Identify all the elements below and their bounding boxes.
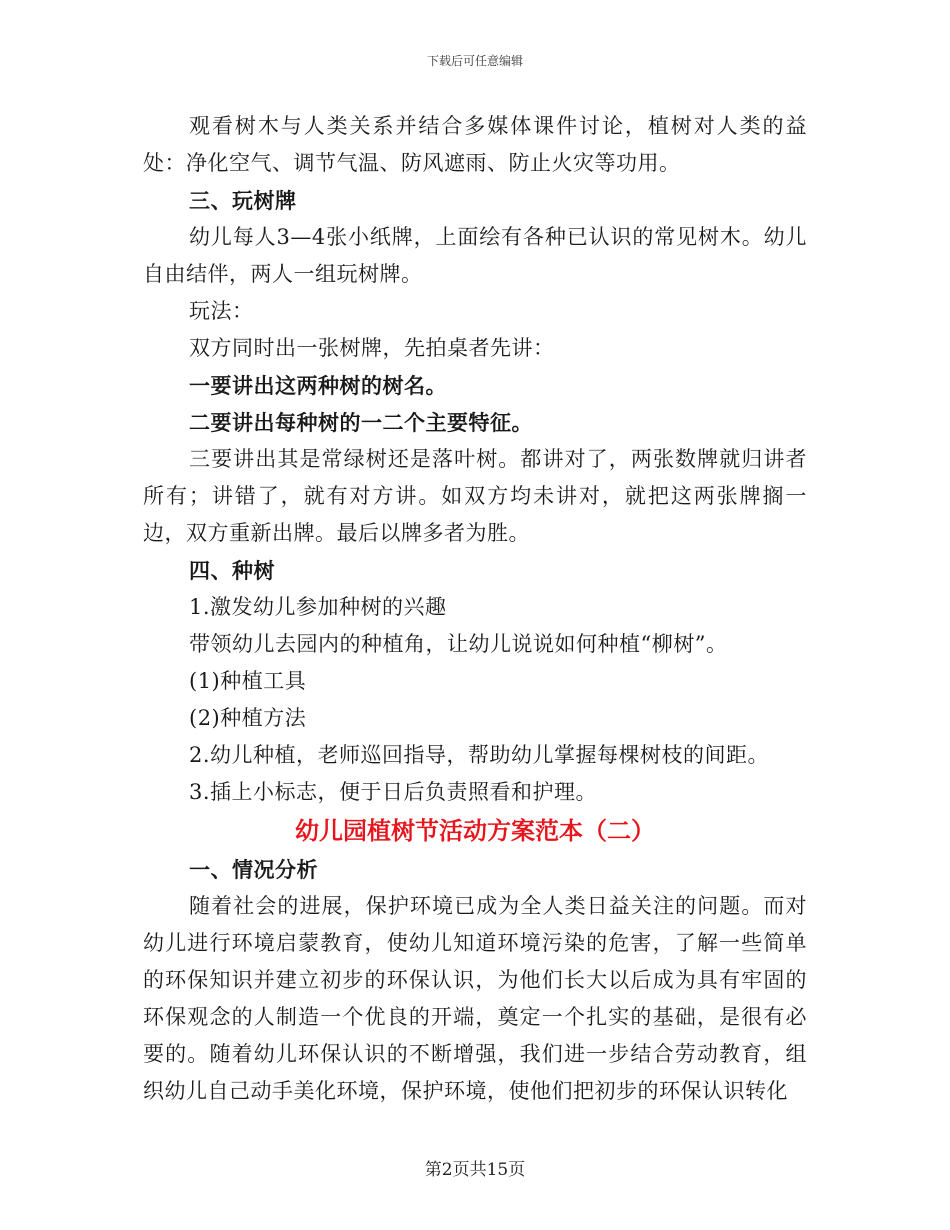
- paragraph-benefits: 观看树木与人类关系并结合多媒体课件讨论，植树对人类的益处：净化空气、调节气温、防风遮雨、防止火灾等功用。: [143, 114, 807, 175]
- page-footer: 第2页共15页: [424, 1160, 526, 1180]
- paragraph-rules-label: 玩法：: [189, 299, 254, 323]
- step-one: 1.激发幼儿参加种树的兴趣: [189, 595, 447, 619]
- paragraph-planting-corner: 带领幼儿去园内的种植角，让幼儿说说如何种植“柳树”。: [189, 632, 728, 656]
- document-body: [143, 108, 807, 1110]
- step-two: 2.幼儿种植，老师巡回指导，帮助幼儿掌握每棵树枝的间距。: [189, 743, 770, 767]
- paragraph-rules-intro: 双方同时出一张树牌，先拍桌者先讲：: [189, 336, 555, 360]
- heading-play-tree-cards: 三、玩树牌: [189, 188, 297, 213]
- page-header: 下载后可任意编辑: [426, 54, 523, 68]
- paragraph-tree-cards: 幼儿每人3—4张小纸牌，上面绘有各种已认识的常见树木。幼儿自由结伴，两人一组玩树牌。: [143, 225, 807, 286]
- rule-one: 一要讲出这两种树的树名。: [189, 373, 447, 398]
- section-title: 幼儿园植树节活动方案范本（二）: [295, 816, 655, 845]
- rule-three: 三要讲出其是常绿树还是落叶树。都讲对了，两张数牌就归讲者所有；讲错了，就有对方讲。如双方均未讲对，就把这两张牌搁一边，双方重新出牌。最后以牌多者为胜。: [143, 447, 807, 545]
- rule-two: 二要讲出每种树的一二个主要特征。: [189, 410, 533, 435]
- item-tools: (1)种植工具: [189, 669, 307, 693]
- step-three: 3.插上小标志，便于日后负责照看和护理。: [189, 780, 598, 804]
- heading-situation-analysis: 一、情况分析: [189, 857, 318, 882]
- item-methods: (2)种植方法: [189, 706, 307, 730]
- heading-plant-trees: 四、种树: [189, 558, 275, 583]
- paragraph-situation-analysis: 随着社会的进展，保护环境已成为全人类日益关注的问题。而对幼儿进行环境启蒙教育，使幼儿知道环境污染的危害，了解一些简单的环保知识并建立初步的环保认识，为他们长大以后成为具有牢固的环保观念的人制造一个优良的开端，奠定一个扎实的基础，是很有必要的。随着幼儿环保认识的不断增强，我们进一步结合劳动教育，组织幼儿自己动手美化环境，保护环境，使他们把初步的环保认识转化: [143, 894, 807, 1103]
